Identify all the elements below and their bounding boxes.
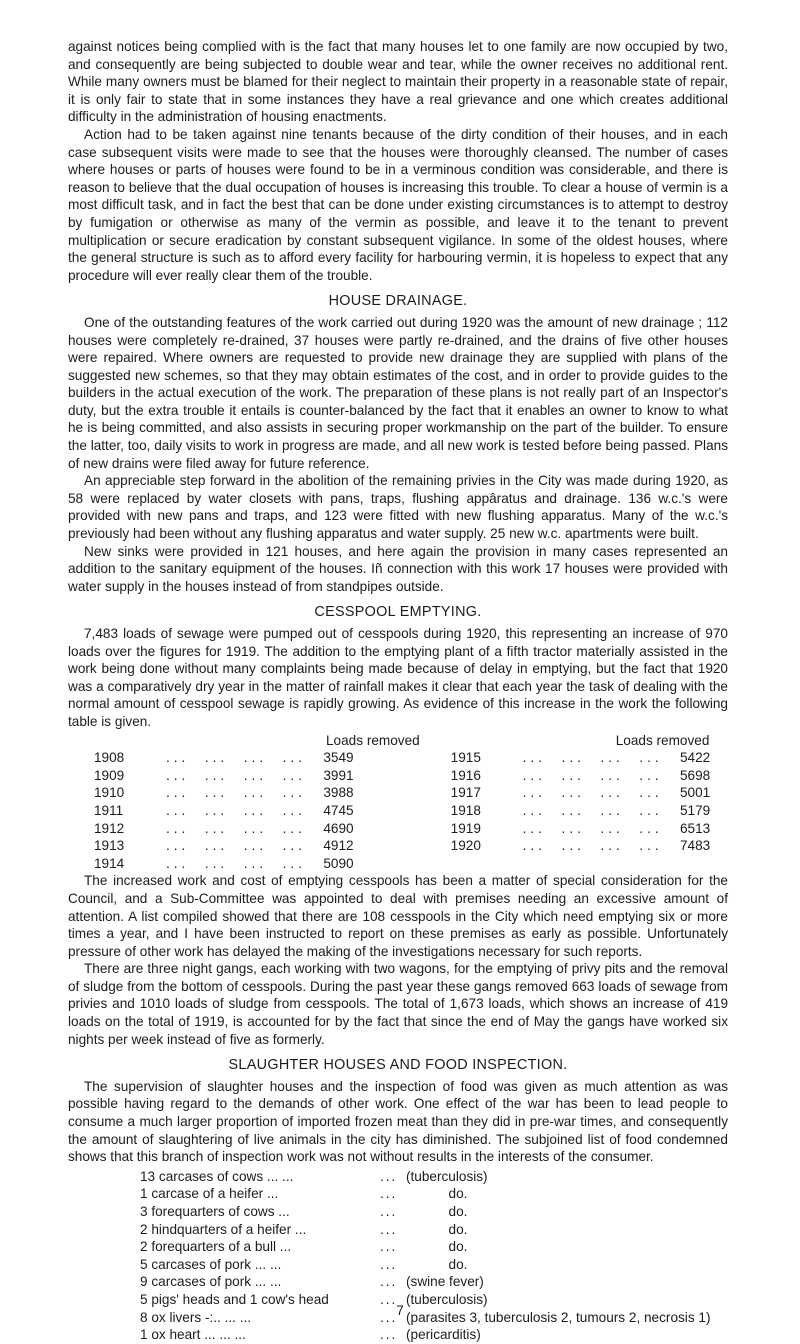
cesspool-heading: CESSPOOL EMPTYING. xyxy=(314,604,482,621)
house-drainage-section xyxy=(68,293,728,595)
table-row: 1910 ... ... ... ... 3988 1917 ... ... ... ... 5001 xyxy=(94,785,711,801)
table-row: 1908 ... ... ... ... 3549 1915 ... ... ... ... 5422 xyxy=(94,750,711,766)
drainage-paragraph: One of the outstanding features of the work carried out during 1920 was the amount of new drainage ; 112 houses were completely re-drained, 37 houses were partly re-drained, and the drains of five other houses were repaired. Where owners are requested to provide new drainage they are supplied with plans of the suggested new schemes, so that they may obtain estimates of the cost, and in order to provide guides to the builders in the actual execution of the work. The preparation of these plans is not really part of an Inspector's duty, but the extra trouble it entails is counter-balanced by the fact that it enables an owner to know to what he is being committed, and also assists in securing proper workmanship on the part of the builder. To ensure the latter, too, daily visits to work in progress are made, and all new work is tested before being passed. Plans of new drains were filed away for future reference. xyxy=(68,314,728,471)
loads-table xyxy=(68,732,728,873)
list-item: 1 ox heart ... ... ... ... (pericarditis) xyxy=(140,1327,481,1343)
top-section xyxy=(68,38,728,284)
list-item: 2 hindquarters of a heifer ... ... do. xyxy=(140,1221,468,1237)
cesspool-intro: 7,483 loads of sewage were pumped out of cesspools during 1920, this representing an increase of 970 loads over the figures for 1919. The addition to the emptying plant of a fifth tractor materially assisted in the work being done without many complaints being made because of delay in emptying, but the fact that 1920 was a comparatively dry year in the matter of rainfall makes it clear that each year the task of dealing with the normal amount of cesspool sewage is rapidly growing. As evidence of this increase in the work the following table is given. xyxy=(68,626,728,729)
slaughter-heading: SLAUGHTER HOUSES AND FOOD INSPECTION. xyxy=(228,1057,568,1074)
list-item: 8 ox livers -:.. ... ... ... (parasites 3, tuberculosis 2, tumours 2, necrosis 1) xyxy=(140,1309,711,1325)
table-row: 1913 ... ... ... ... 4912 1920 ... ... ... ... 7483 xyxy=(94,838,711,854)
sub-committee-paragraph: The increased work and cost of emptying cesspools has been a matter of special consideration for the Council, and a Sub-Committee was appointed to deal with premises needing an excessive amount of attention. A list compiled showed that there are 108 cesspools in the City which need emptying six or more times a year, and I have been instructed to report on these premises as early as possible. Unfortunately pressure of other work has delayed the making of the investigations necessary for such reports. xyxy=(68,873,728,959)
table-row: 1912 ... ... ... ... 4690 1919 ... ... ... ... 6513 xyxy=(94,820,711,836)
list-item: 5 pigs' heads and 1 cow's head ... (tuberculosis) xyxy=(140,1291,488,1307)
list-item: 2 forequarters of a bull ... ... do. xyxy=(140,1239,468,1255)
privies-paragraph: An appreciable step forward in the abolition of the remaining privies in the City was made during 1920, as 58 were replaced by water closets with pans, traps, flushing appâratus and drainage. 136 w.c.'s were provided with new pans and traps, and 123 were fitted with new flushing apparatus. Many of the w.c.'s previously had been without any flushing apparatus and water supply. 25 new w.c. apartments were built. xyxy=(68,473,728,542)
list-item: 13 carcases of cows ... ... ... (tuberculosis) xyxy=(140,1168,488,1184)
food-inspection-paragraph: The supervision of slaughter houses and the inspection of food was given as much attention as was possible having regard to the demands of other work. One effect of the war has been to lead people to consume a much larger proportion of imported frozen meat than they did in pre-war times, and consequently the amount of slaughtering of live animals in the city has diminished. The subjoined list of food condemned shows that this branch of inspection work was not without results in the interests of the consumer. xyxy=(68,1078,728,1165)
column-label-right: Loads removed xyxy=(615,732,710,748)
list-item: 9 carcases of pork ... ... ... (swine fever) xyxy=(140,1274,484,1290)
night-gangs-paragraph: There are three night gangs, each working with two wagons, for the emptying of privy pits and the removal of sludge from the bottom of cesspools. During the past year these gangs removed 663 loads of sewage from privies and 1010 loads of sludge from cesspools. The total of 1,673 loads, which shows an increase of 419 loads on the total of 1919, is accounted for by the fact that since the end of May the gangs have worked six nights per week instead of five as formerly. xyxy=(68,961,728,1047)
sinks-paragraph: New sinks were provided in 121 houses, and here again the provision in many cases represented an addition to the sanitary equipment of the houses. Iñ connection with this work 17 houses were provided with water supply in the houses instead of from standpipes outside. xyxy=(68,543,728,594)
column-label-left: Loads removed xyxy=(326,732,420,748)
list-item: 1 carcase of a heifer ... ... do. xyxy=(140,1186,468,1202)
cesspool-section xyxy=(68,604,728,1048)
page-number: 7 xyxy=(396,1303,404,1318)
table-row: 1909 ... ... ... ... 3991 1916 ... ... ... ... 5698 xyxy=(94,767,711,783)
paragraph-verminous-houses: Action had to be taken against nine tenants because of the dirty condition of their houses, and in each case subsequent visits were made to see that the houses were thoroughly cleansed. The number of cases where houses or parts of houses were found to be in a verminous condition was considerable, and there is reason to believe that the dual occupation of houses is increasing this trouble. To clear a house of vermin is a most difficult task, and in fact the best that can be done under existing circumstances is to attempt to destroy by fumigation or otherwise as many of the vermin as possible, and leave it to the tenant to prevent multiplication or secure eradication by constant subsequent vigilance. In some of the oldest houses, where the general structure is such as to afford every facility for harbouring vermin, it is hopeless to expect that any procedure will ever really clear them of the trouble. xyxy=(68,126,728,283)
list-item: 5 carcases of pork ... ... ... do. xyxy=(140,1256,468,1272)
slaughter-section xyxy=(68,1057,728,1344)
table-row: 1914 ... ... ... ... 5090 xyxy=(94,855,354,871)
house-drainage-heading: HOUSE DRAINAGE. xyxy=(328,293,468,310)
paragraph-overcrowding: against notices being complied with is the fact that many houses let to one family are now occupied by two, and consequently are being subjected to double wear and tear, while the owner receives no additional rent. While many owners must be blamed for their neglect to maintain their property in a reasonable state of repair, it is only fair to state that in some instances they have a real grievance and one which creates additional difficulty in the administration of housing enactments. xyxy=(68,39,728,125)
list-item: 3 forequarters of cows ... ... do. xyxy=(140,1204,468,1219)
loads-table-header xyxy=(68,732,728,750)
table-row: 1911 ... ... ... ... 4745 1918 ... ... ... ... 5179 xyxy=(94,802,711,818)
